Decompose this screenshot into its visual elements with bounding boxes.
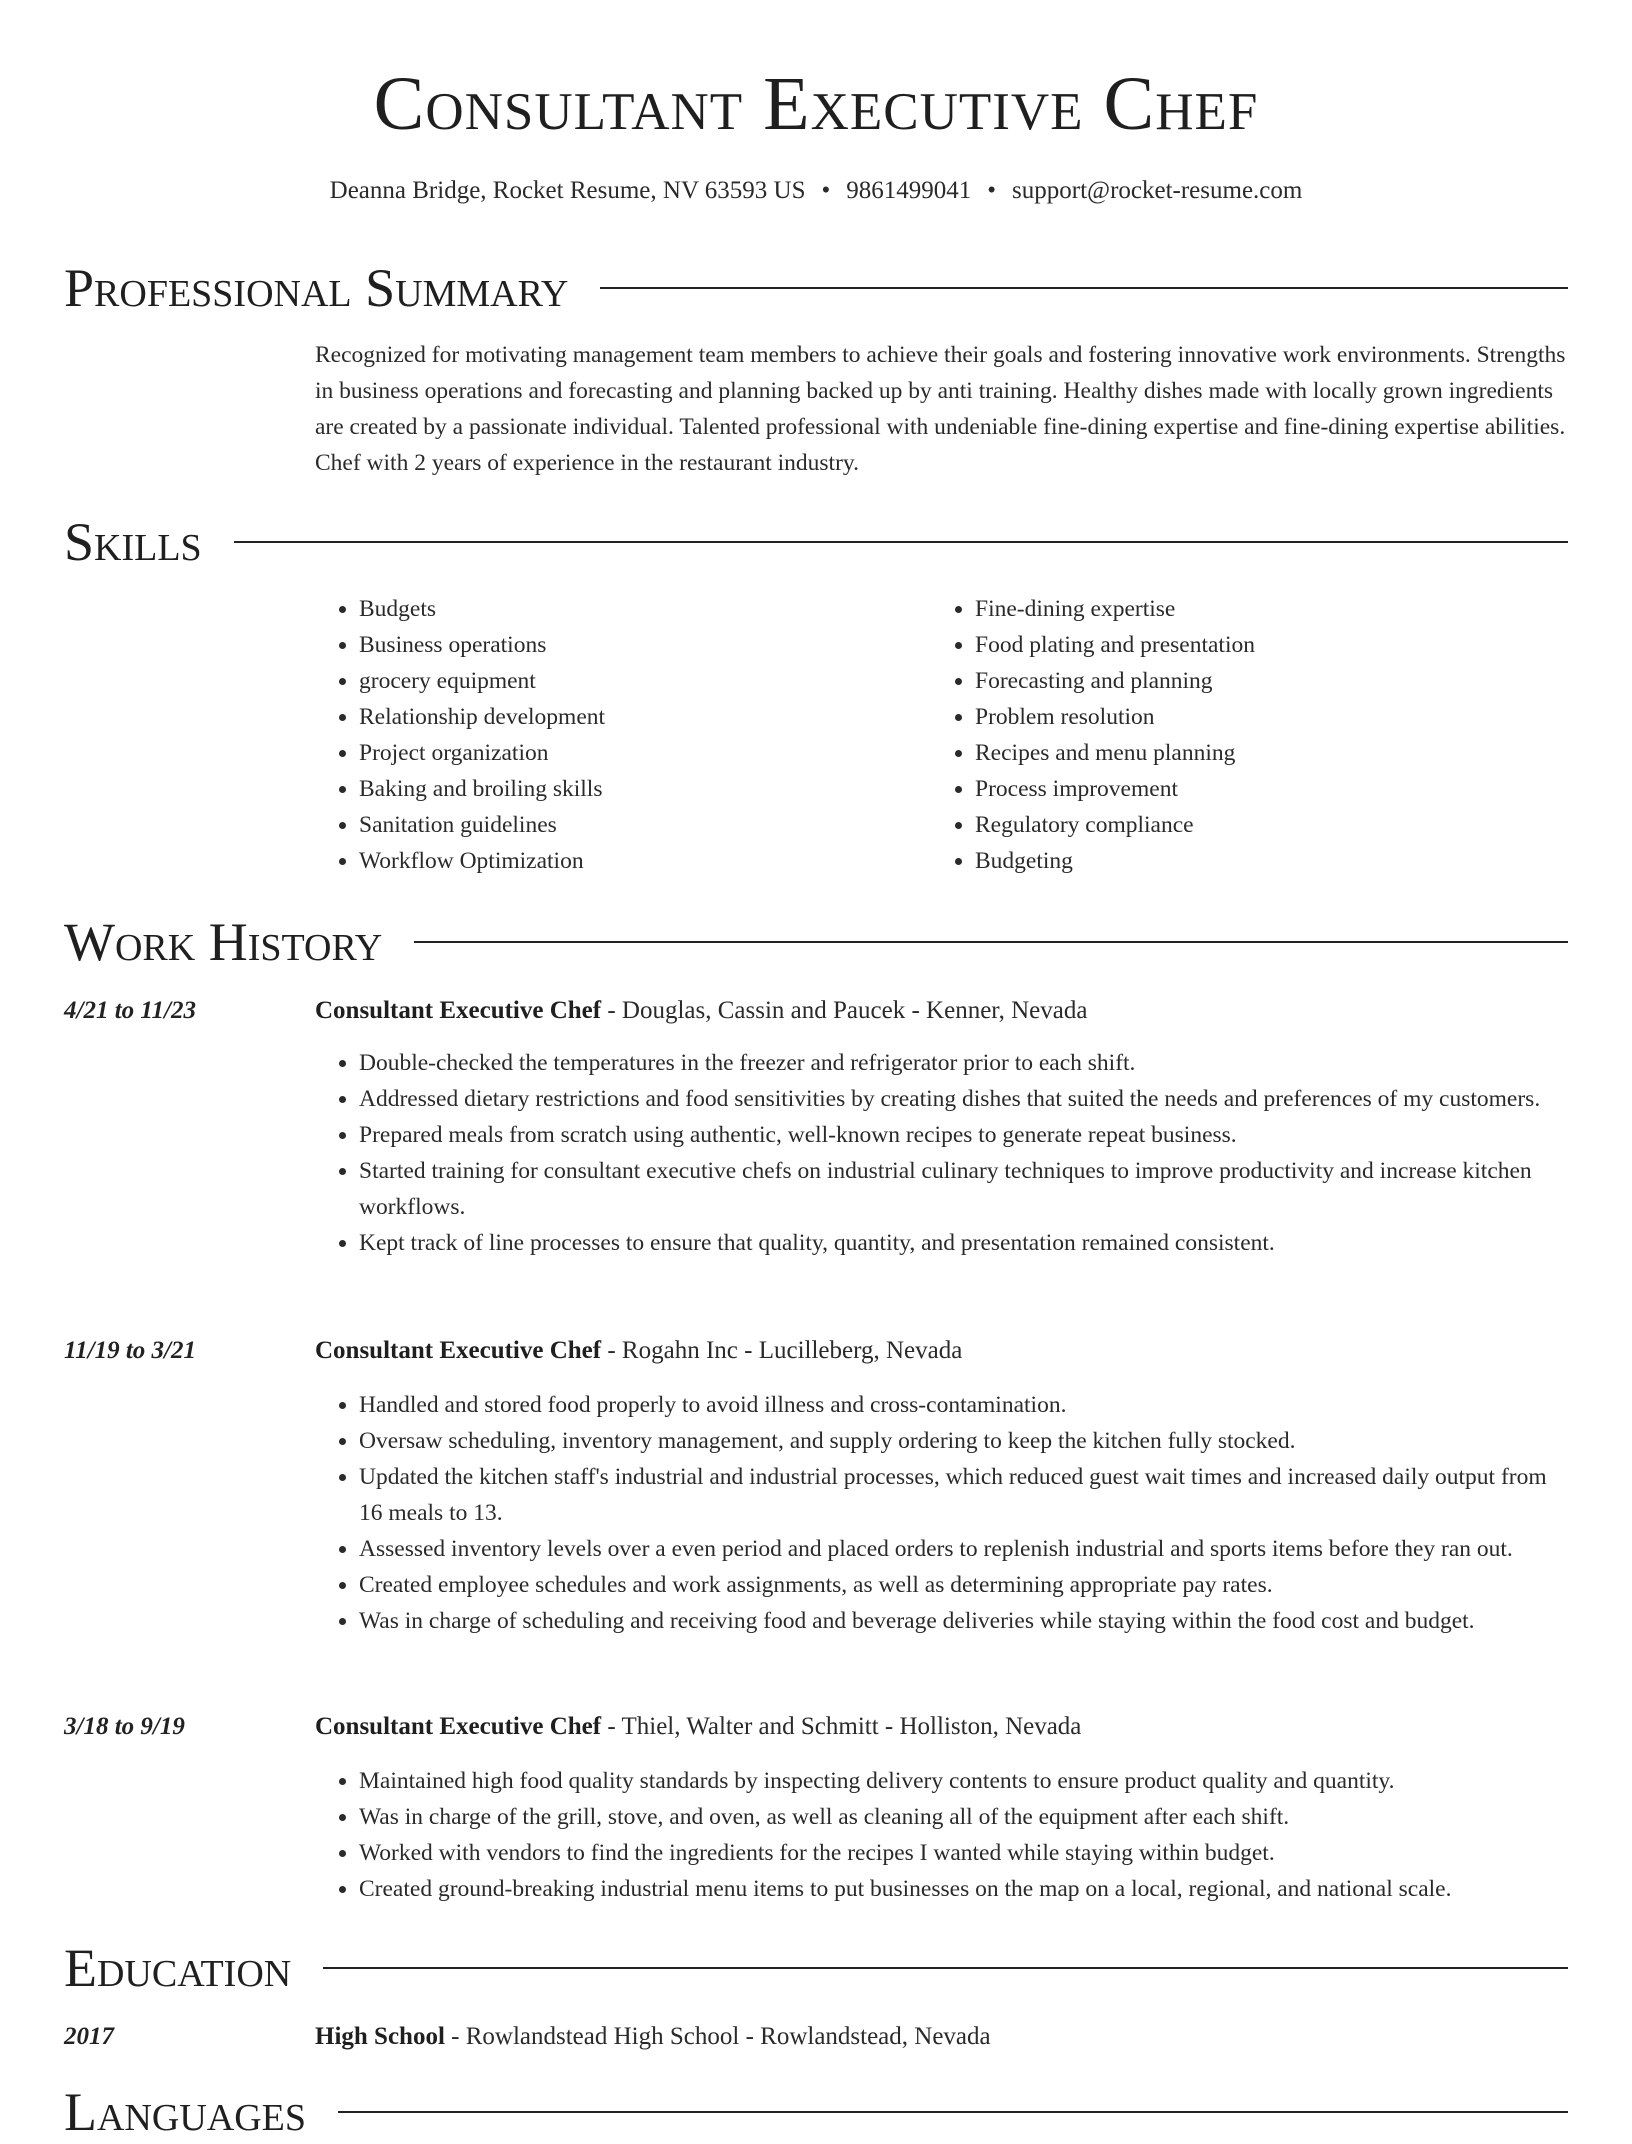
job-duty: • Kept track of line processes to ensure that quality, quantity, and presentation remained consistent.: [359, 1225, 1570, 1261]
skills-section-heading: [64, 510, 1568, 574]
job-employer: - Rogahn Inc - Lucilleberg, Nevada: [601, 1337, 963, 1364]
contact-phone: 9861499041: [846, 177, 972, 204]
education-school: - Rowlandstead High School - Rowlandstead, Nevada: [444, 2023, 991, 2050]
job-duty: • Prepared meals from scratch using authentic, well-known recipes to generate repeat business.: [359, 1117, 1570, 1153]
job-duty: • Was in charge of the grill, stove, and oven, as well as cleaning all of the equipment after each shift.: [359, 1799, 1570, 1835]
job-duty: • Created employee schedules and work assignments, as well as determining appropriate pay rates.: [359, 1567, 1570, 1603]
skill-item: • Workflow Optimization: [359, 843, 915, 879]
job-role: Consultant Executive Chef: [315, 1713, 602, 1740]
job-duty: • Started training for consultant executive chefs on industrial culinary techniques to improve productivity and increase kitchen workflows.: [359, 1153, 1570, 1225]
job-duty: • Worked with vendors to find the ingredients for the recipes I wanted while staying within budget.: [359, 1835, 1570, 1871]
education-heading: Education: [64, 1938, 292, 1998]
resume-title: Consultant Executive Chef: [373, 62, 1259, 146]
education-section-heading: [64, 1936, 1568, 2000]
job-duty: • Updated the kitchen staff's industrial and industrial processes, which reduced guest wait times and increased daily output from 16 meals to 13.: [359, 1459, 1570, 1531]
job-heading: [315, 993, 1570, 1029]
skill-item: • Forecasting and planning: [975, 663, 1551, 699]
job-dates: 11/19 to 3/21: [64, 1337, 196, 1364]
education-year: 2017: [64, 2023, 114, 2050]
skill-item: • Process improvement: [975, 771, 1551, 807]
skill-item: • Problem resolution: [975, 699, 1551, 735]
job-duty: • Created ground-breaking industrial menu items to put businesses on the map on a local, regional, and national scale.: [359, 1871, 1570, 1907]
skills-column-right: [931, 591, 1551, 879]
education-entry: [315, 2019, 1570, 2055]
section-divider: [338, 2111, 1568, 2113]
job-duty: • Maintained high food quality standards by inspecting delivery contents to ensure product quality and quantity.: [359, 1763, 1570, 1799]
skill-item: • Budgeting: [975, 843, 1551, 879]
job-duty: • Double-checked the temperatures in the freezer and refrigerator prior to each shift.: [359, 1045, 1570, 1081]
job-dates: 3/18 to 9/19: [64, 1713, 185, 1740]
skill-item: • Recipes and menu planning: [975, 735, 1551, 771]
job-duties: [315, 1387, 1570, 1639]
contact-separator: •: [821, 177, 831, 204]
job-duty: • Addressed dietary restrictions and food sensitivities by creating dishes that suited the needs and preferences of my customers.: [359, 1081, 1570, 1117]
contact-address: Deanna Bridge, Rocket Resume, NV 63593 US: [329, 177, 806, 204]
languages-heading: Languages: [64, 2082, 306, 2142]
job-duties-list: [315, 1763, 1570, 1907]
job-heading: [315, 1333, 1570, 1369]
job-role: Consultant Executive Chef: [315, 1337, 602, 1364]
section-divider: [600, 287, 1568, 289]
job-duty: • Handled and stored food properly to avoid illness and cross-contamination.: [359, 1387, 1570, 1423]
section-divider: [323, 1967, 1568, 1969]
skills-heading: Skills: [64, 512, 202, 572]
skill-item: • Baking and broiling skills: [359, 771, 915, 807]
skill-item: • Business operations: [359, 627, 915, 663]
contact-separator: •: [987, 177, 997, 204]
skills-list-left: [315, 591, 915, 879]
job-role: Consultant Executive Chef: [315, 997, 602, 1024]
summary-heading: Professional Summary: [64, 258, 569, 318]
languages-section-heading: [64, 2080, 1568, 2144]
skill-item: • Sanitation guidelines: [359, 807, 915, 843]
work-section-heading: [64, 910, 1568, 974]
skill-item: • Regulatory compliance: [975, 807, 1551, 843]
skills-column-left: [315, 591, 915, 879]
skill-item: • Budgets: [359, 591, 915, 627]
job-duties: [315, 1045, 1570, 1261]
contact-line: [0, 174, 1632, 208]
skills-list-right: [931, 591, 1551, 879]
job-employer: - Douglas, Cassin and Paucek - Kenner, Nevada: [601, 997, 1088, 1024]
education-degree: High School: [315, 2023, 445, 2050]
job-duty: • Was in charge of scheduling and receiving food and beverage deliveries while staying within the food cost and budget.: [359, 1603, 1570, 1639]
skill-item: • Relationship development: [359, 699, 915, 735]
skill-item: • grocery equipment: [359, 663, 915, 699]
contact-email: support@rocket-resume.com: [1012, 177, 1303, 204]
skill-item: • Fine-dining expertise: [975, 591, 1551, 627]
work-heading: Work History: [64, 912, 383, 972]
job-duties-list: [315, 1045, 1570, 1261]
skill-item: • Project organization: [359, 735, 915, 771]
job-dates: 4/21 to 11/23: [64, 997, 196, 1024]
section-divider: [414, 941, 1568, 943]
job-duty: • Oversaw scheduling, inventory management, and supply ordering to keep the kitchen fully stocked.: [359, 1423, 1570, 1459]
job-duties-list: [315, 1387, 1570, 1639]
summary-text: Recognized for motivating management team members to achieve their goals and fostering innovative work environments. Strengths in business operations and forecasting and planning backed up by anti training. Healthy dishes made with locally grown ingredients are created by a passionate individual. Talented professional with undeniable fine-dining expertise and fine-dining expertise abilities. Chef with 2 years of experience in the restaurant industry.: [315, 342, 1566, 476]
job-duty: • Assessed inventory levels over a even period and placed orders to replenish industrial and sports items before they ran out.: [359, 1531, 1570, 1567]
skill-item: • Food plating and presentation: [975, 627, 1551, 663]
section-divider: [234, 541, 1568, 543]
summary-section-heading: [64, 256, 1568, 320]
job-duties: [315, 1763, 1570, 1907]
job-heading: [315, 1709, 1570, 1745]
job-employer: - Thiel, Walter and Schmitt - Holliston, Nevada: [601, 1713, 1082, 1740]
